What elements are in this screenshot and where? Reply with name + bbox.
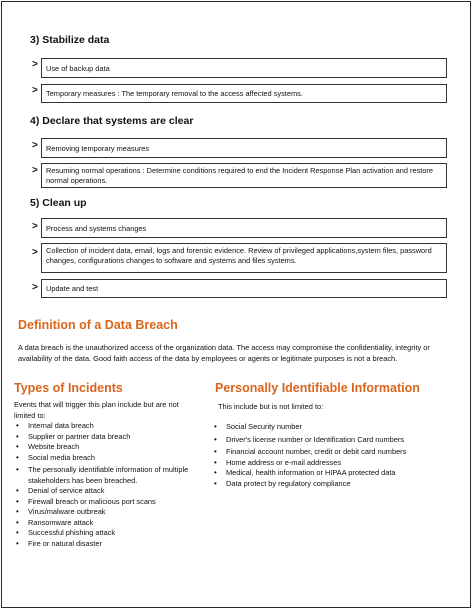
pii-heading: Personally Identifiable Information <box>215 381 420 395</box>
step-box: Update and test <box>41 279 447 298</box>
step-box: Removing temporary measures <box>41 138 447 158</box>
list-item: • Social media breach <box>14 453 202 464</box>
list-item: • Virus/malware outbreak <box>14 507 202 518</box>
list-item: • Data protect by regulatory compliance <box>212 479 452 490</box>
list-item: • Medical, health information or HIPAA protected data <box>212 468 452 479</box>
arrow-marker: > <box>32 247 38 258</box>
arrow-marker: > <box>32 140 38 151</box>
step-box: Temporary measures : The temporary removal to the access affected systems. <box>41 84 447 103</box>
list-item: • Firewall breach or malicious port scans <box>14 497 202 508</box>
step-box: Resuming normal operations : Determine conditions required to end the Incident Response Plan activation and restore normal operations. <box>41 163 447 188</box>
section-4-heading: 4) Declare that systems are clear <box>30 115 194 127</box>
step-box: Process and systems changes <box>41 218 447 238</box>
arrow-marker: > <box>32 165 38 176</box>
list-item: • Home address or e-mail addresses <box>212 458 452 469</box>
step-box: Use of backup data <box>41 58 447 78</box>
list-item: • Internal data breach <box>14 421 202 432</box>
arrow-marker: > <box>32 85 38 96</box>
definition-text: A data breach is the unauthorized access of the organization data. The access may compromise the confidentiality, integrity or availability of the data. Good faith access of the data by employees or agents or legitimate purposes is not a breach. <box>18 343 430 363</box>
list-item: • Successful phishing attack <box>14 528 202 539</box>
list-item: • The personally identifiable information of multiple stakeholders has been breached. <box>14 465 202 486</box>
list-item: • Supplier or partner data breach <box>14 432 202 443</box>
list-item: • Ransomware attack <box>14 518 202 529</box>
section-3-heading: 3) Stabilize data <box>30 34 110 46</box>
types-list <box>14 421 202 549</box>
arrow-marker: > <box>32 59 38 70</box>
list-item: • Financial account number, credit or debit card numbers <box>212 447 452 458</box>
pii-intro: This include but is not limited to: <box>218 402 324 411</box>
list-item: • Driver's license number or Identification Card numbers <box>212 435 452 446</box>
arrow-marker: > <box>32 221 38 232</box>
types-intro: Events that will trigger this plan include but are not limited to: <box>14 400 179 420</box>
list-item: • Denial of service attack <box>14 486 202 497</box>
step-box: Collection of incident data, email, logs and forensic evidence. Review of privileged applications,system files, password changes, configurations changes to software and systems and files systems. <box>41 243 447 273</box>
list-item: • Fire or natural disaster <box>14 539 202 550</box>
pii-list <box>212 422 452 489</box>
types-heading: Types of Incidents <box>14 381 123 395</box>
definition-heading: Definition of a Data Breach <box>18 318 178 332</box>
list-item: • Social Security number <box>212 422 452 433</box>
arrow-marker: > <box>32 282 38 293</box>
section-5-heading: 5) Clean up <box>30 197 87 209</box>
list-item: • Website breach <box>14 442 202 453</box>
